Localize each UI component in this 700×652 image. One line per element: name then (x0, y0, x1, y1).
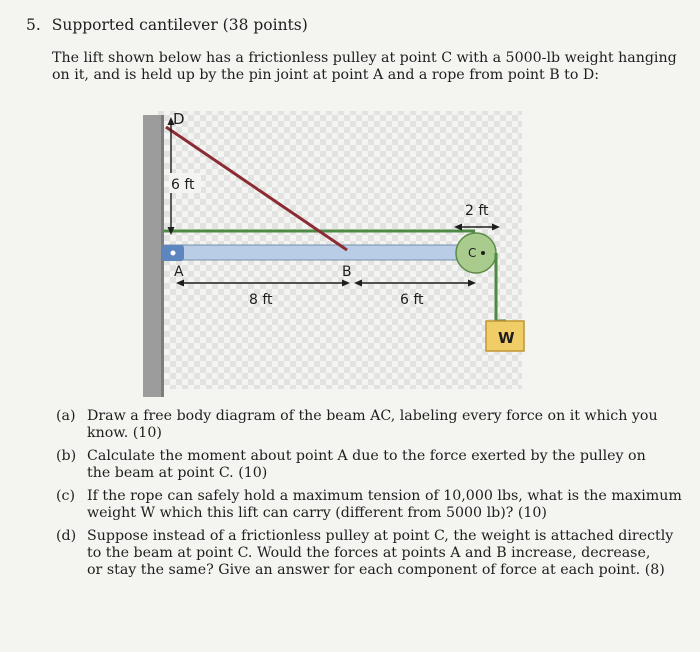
point-label-b: B (342, 264, 352, 280)
point-label-a: A (174, 264, 184, 280)
question-line: Suppose instead of a frictionless pulley at point C, the weight is attached directly (87, 528, 674, 544)
question-line: the beam at point C. (10) (87, 465, 268, 481)
problem-title: Supported cantilever (38 points) (51, 16, 308, 34)
question-a (56, 408, 658, 442)
question-line: to the beam at point C. Would the forces at points A and B increase, decrease, (87, 545, 651, 561)
lift-diagram (140, 103, 530, 398)
question-line: weight W which this lift can carry (different from 5000 lb)? (10) (87, 505, 547, 521)
question-line: If the rope can safely hold a maximum tension of 10,000 lbs, what is the maximum (87, 488, 682, 504)
dim-label-vertical: 6 ft (171, 177, 195, 193)
point-label-d: D (173, 110, 185, 128)
question-label: (d) (56, 528, 77, 544)
question-label: (c) (56, 488, 76, 504)
pin-dot (171, 251, 176, 256)
intro-line: The lift shown below has a frictionless pulley at point C with a 5000-lb weight hanging (52, 50, 677, 66)
question-line: Calculate the moment about point A due to the force exerted by the pulley on (87, 448, 646, 464)
intro-line: on it, and is held up by the pin joint at point A and a rope from point B to D: (52, 67, 600, 83)
question-label: (b) (56, 448, 77, 464)
weight-label: W (498, 329, 515, 347)
question-line: or stay the same? Give an answer for each component of force at each point. (8) (87, 562, 665, 578)
wall (143, 115, 164, 397)
question-b (56, 448, 646, 482)
question-label: (a) (56, 408, 76, 424)
problem-intro (52, 50, 677, 84)
pulley-axle (481, 251, 485, 255)
dim-label-bc: 6 ft (400, 292, 424, 308)
question-d (56, 528, 674, 579)
beam-ac (164, 245, 476, 260)
problem-number: 5. (26, 16, 41, 34)
dim-label-ab: 8 ft (249, 292, 273, 308)
question-list (56, 408, 682, 585)
problem-heading (26, 16, 308, 34)
point-label-c: C (468, 246, 477, 260)
question-c (56, 488, 682, 522)
dim-label-pulley: 2 ft (465, 203, 489, 219)
question-line: Draw a free body diagram of the beam AC, labeling every force on it which you (87, 408, 658, 424)
question-line: know. (10) (87, 425, 162, 441)
